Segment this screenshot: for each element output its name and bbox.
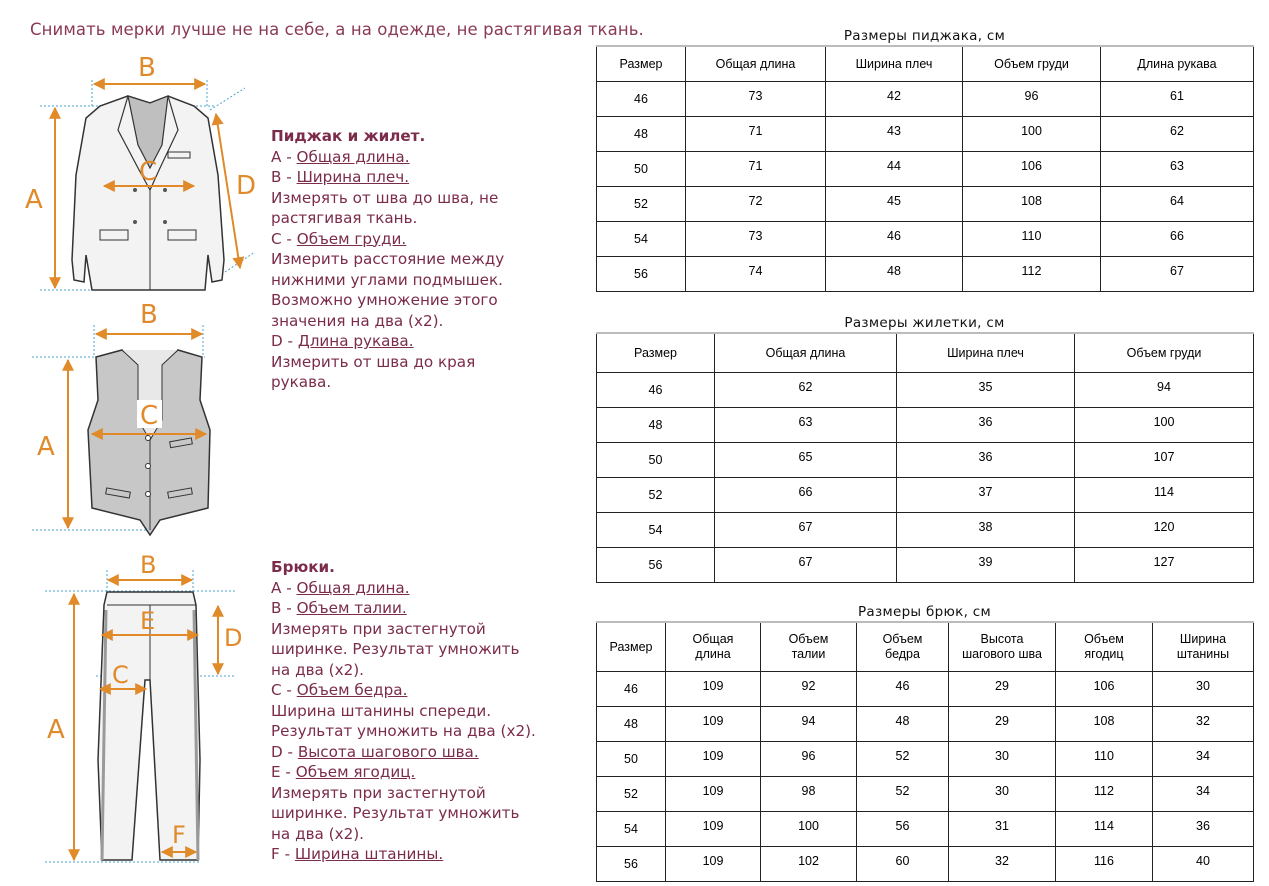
jacket-label-c: C — [139, 157, 158, 187]
table-header-row — [597, 622, 1254, 672]
value-cell: 110 — [1056, 742, 1153, 777]
pants-label-d: D — [224, 624, 243, 652]
value-cell: 39 — [897, 548, 1075, 583]
jacket-c-note-2: нижними углами подмышек. — [271, 270, 503, 289]
header-leg-width: Ширина штанины — [1153, 622, 1254, 672]
table-row — [597, 707, 1254, 742]
header-chest: Объем груди — [963, 46, 1101, 82]
pants-c-prefix: C - — [271, 681, 297, 699]
jacket-b-prefix: B - — [271, 168, 297, 186]
value-cell: 112 — [1056, 777, 1153, 812]
value-cell: 62 — [715, 373, 897, 408]
vest-label-b: B — [140, 300, 158, 330]
value-cell: 52 — [857, 777, 949, 812]
table-row — [597, 152, 1254, 187]
value-cell: 34 — [1153, 742, 1254, 777]
value-cell: 63 — [1101, 152, 1254, 187]
table-row — [597, 373, 1254, 408]
pants-d-prefix: D - — [271, 742, 298, 761]
size-cell: 54 — [597, 513, 715, 548]
value-cell: 42 — [826, 82, 963, 117]
jacket-label-a: A — [25, 185, 43, 215]
vest-table-title: Размеры жилетки, см — [844, 315, 1005, 331]
size-cell: 54 — [597, 222, 686, 257]
value-cell: 110 — [963, 222, 1101, 257]
jacket-vest-description — [271, 126, 504, 393]
pants-description — [271, 557, 536, 865]
pants-desc-title: Брюки. — [271, 558, 335, 576]
value-cell: 48 — [857, 707, 949, 742]
value-cell: 36 — [897, 408, 1075, 443]
header-seat: Объем ягодиц — [1056, 622, 1153, 672]
header-size: Размер — [597, 46, 686, 82]
value-cell: 92 — [761, 672, 857, 707]
pants-e-prefix: E - — [271, 763, 296, 781]
value-cell: 100 — [963, 117, 1101, 152]
value-cell: 29 — [949, 707, 1056, 742]
value-cell: 38 — [897, 513, 1075, 548]
size-cell: 52 — [597, 777, 666, 812]
value-cell: 43 — [826, 117, 963, 152]
value-cell: 36 — [897, 443, 1075, 478]
value-cell: 100 — [761, 812, 857, 847]
size-cell: 52 — [597, 478, 715, 513]
value-cell: 48 — [826, 257, 963, 292]
header-shoulder-width: Ширина плеч — [897, 333, 1075, 373]
value-cell: 30 — [949, 742, 1056, 777]
pants-c-note-1: Ширина штанины спереди. — [271, 701, 492, 720]
header-shoulder-width: Ширина плеч — [826, 46, 963, 82]
size-cell: 46 — [597, 82, 686, 117]
jacket-label-b: B — [138, 53, 156, 83]
pants-label-f: F — [172, 821, 186, 849]
size-cell: 56 — [597, 257, 686, 292]
value-cell: 66 — [715, 478, 897, 513]
value-cell: 67 — [1101, 257, 1254, 292]
value-cell: 109 — [666, 847, 761, 882]
header-size: Размер — [597, 622, 666, 672]
value-cell: 114 — [1056, 812, 1153, 847]
value-cell: 120 — [1075, 513, 1254, 548]
header-inseam: Высота шагового шва — [949, 622, 1056, 672]
size-cell: 56 — [597, 847, 666, 882]
value-cell: 94 — [1075, 373, 1254, 408]
table-row — [597, 478, 1254, 513]
size-cell: 54 — [597, 812, 666, 847]
value-cell: 109 — [666, 812, 761, 847]
header-sleeve-length: Длина рукава — [1101, 46, 1254, 82]
jacket-d-note-2: рукава. — [271, 373, 332, 391]
value-cell: 71 — [686, 152, 826, 187]
value-cell: 73 — [686, 222, 826, 257]
vest-figure — [32, 300, 210, 535]
pants-d-label: Высота шагового шва. — [297, 742, 479, 761]
header-chest: Объем груди — [1075, 333, 1254, 373]
pants-e-note-1: Измерять при застегнутой — [271, 783, 486, 802]
header-total-length: Общая длина — [715, 333, 897, 373]
header-total-length: Общая длина — [666, 622, 761, 672]
value-cell: 35 — [897, 373, 1075, 408]
header-total-length: Общая длина — [686, 46, 826, 82]
jacket-a-label: Общая длина. — [296, 147, 410, 166]
value-cell: 96 — [761, 742, 857, 777]
value-cell: 46 — [826, 222, 963, 257]
pants-f-label: Ширина штанины. — [294, 845, 444, 863]
table-row — [597, 222, 1254, 257]
table-row — [597, 257, 1254, 292]
size-cell: 50 — [597, 742, 666, 777]
size-cell: 48 — [597, 117, 686, 152]
pants-c-label: Объем бедра. — [296, 681, 408, 699]
pants-label-e: E — [140, 607, 156, 635]
table-row — [597, 513, 1254, 548]
jacket-desc-title: Пиджак и жилет. — [271, 127, 426, 145]
vest-size-table — [596, 332, 1254, 583]
value-cell: 62 — [1101, 117, 1254, 152]
pants-e-note-2: ширинке. Результат умножить — [271, 804, 520, 822]
size-cell: 50 — [597, 443, 715, 478]
value-cell: 114 — [1075, 478, 1254, 513]
value-cell: 107 — [1075, 443, 1254, 478]
value-cell: 64 — [1101, 187, 1254, 222]
intro-text: Снимать мерки лучше не на себе, а на одежде, не растягивая ткань. — [30, 20, 644, 39]
table-row — [597, 812, 1254, 847]
value-cell: 52 — [857, 742, 949, 777]
pants-label-b: B — [140, 551, 157, 579]
size-cell: 46 — [597, 672, 666, 707]
value-cell: 108 — [1056, 707, 1153, 742]
value-cell: 30 — [1153, 672, 1254, 707]
pants-a-label: Общая длина. — [296, 578, 410, 597]
jacket-b-label: Ширина плеч. — [296, 168, 410, 186]
pants-b-note-3: на два (x2). — [271, 660, 364, 679]
pants-e-label: Объем ягодиц. — [295, 763, 416, 781]
value-cell: 67 — [715, 548, 897, 583]
size-cell: 48 — [597, 707, 666, 742]
value-cell: 60 — [857, 847, 949, 882]
vest-label-a: A — [37, 432, 55, 462]
table-row — [597, 117, 1254, 152]
value-cell: 31 — [949, 812, 1056, 847]
size-cell: 56 — [597, 548, 715, 583]
value-cell: 46 — [857, 672, 949, 707]
vest-label-c: C — [140, 401, 159, 431]
table-row — [597, 742, 1254, 777]
value-cell: 67 — [715, 513, 897, 548]
jacket-a-prefix: A - — [271, 147, 297, 166]
value-cell: 61 — [1101, 82, 1254, 117]
pants-b-note-1: Измерять при застегнутой — [271, 619, 486, 638]
pants-label-a: A — [47, 715, 65, 745]
header-waist: Объем талии — [761, 622, 857, 672]
jacket-figure — [25, 53, 256, 290]
value-cell: 74 — [686, 257, 826, 292]
jacket-c-prefix: C - — [271, 229, 297, 248]
jacket-c-label: Объем груди. — [296, 229, 407, 248]
value-cell: 72 — [686, 187, 826, 222]
value-cell: 44 — [826, 152, 963, 187]
header-size: Размер — [597, 333, 715, 373]
value-cell: 66 — [1101, 222, 1254, 257]
value-cell: 108 — [963, 187, 1101, 222]
pants-f-prefix: F - — [271, 845, 295, 863]
jacket-b-note-2: растягивая ткань. — [271, 209, 418, 227]
value-cell: 106 — [1056, 672, 1153, 707]
pants-e-note-3: на два (x2). — [271, 824, 364, 843]
jacket-b-note-1: Измерять от шва до шва, не — [271, 188, 499, 207]
value-cell: 96 — [963, 82, 1101, 117]
value-cell: 71 — [686, 117, 826, 152]
value-cell: 36 — [1153, 812, 1254, 847]
value-cell: 32 — [1153, 707, 1254, 742]
table-row — [597, 548, 1254, 583]
pants-b-label: Объем талии. — [296, 599, 407, 617]
jacket-d-label: Длина рукава. — [297, 332, 414, 350]
jacket-c-note-4: значения на два (x2). — [271, 311, 444, 330]
value-cell: 63 — [715, 408, 897, 443]
jacket-table-title: Размеры пиджака, см — [843, 28, 1006, 44]
value-cell: 98 — [761, 777, 857, 812]
jacket-d-note-1: Измерить от шва до края — [271, 352, 476, 371]
table-row — [597, 777, 1254, 812]
value-cell: 109 — [666, 672, 761, 707]
value-cell: 56 — [857, 812, 949, 847]
table-row — [597, 847, 1254, 882]
table-row — [597, 408, 1254, 443]
table-row — [597, 443, 1254, 478]
value-cell: 109 — [666, 707, 761, 742]
value-cell: 34 — [1153, 777, 1254, 812]
jacket-d-prefix: D - — [271, 332, 298, 350]
jacket-c-note-1: Измерить расстояние между — [271, 250, 505, 268]
size-cell: 46 — [597, 373, 715, 408]
value-cell: 94 — [761, 707, 857, 742]
table-header-row — [597, 333, 1254, 373]
jacket-label-d: D — [236, 171, 257, 201]
value-cell: 32 — [949, 847, 1056, 882]
pants-label-c: C — [112, 661, 129, 689]
value-cell: 109 — [666, 742, 761, 777]
pants-table-title: Размеры брюк, см — [857, 604, 991, 620]
jacket-size-table — [596, 45, 1254, 292]
value-cell: 65 — [715, 443, 897, 478]
value-cell: 102 — [761, 847, 857, 882]
value-cell: 106 — [963, 152, 1101, 187]
size-cell: 50 — [597, 152, 686, 187]
value-cell: 116 — [1056, 847, 1153, 882]
pants-b-note-2: ширинке. Результат умножить — [271, 640, 520, 658]
value-cell: 37 — [897, 478, 1075, 513]
pants-c-note-2: Результат умножить на два (x2). — [271, 722, 536, 740]
value-cell: 29 — [949, 672, 1056, 707]
pants-a-prefix: A - — [271, 578, 297, 597]
pants-size-table — [596, 621, 1254, 882]
header-hip: Объем бедра — [857, 622, 949, 672]
value-cell: 45 — [826, 187, 963, 222]
table-header-row — [597, 46, 1254, 82]
pants-b-prefix: B - — [271, 599, 297, 617]
value-cell: 127 — [1075, 548, 1254, 583]
value-cell: 100 — [1075, 408, 1254, 443]
value-cell: 30 — [949, 777, 1056, 812]
table-row — [597, 82, 1254, 117]
value-cell: 73 — [686, 82, 826, 117]
size-cell: 48 — [597, 408, 715, 443]
value-cell: 109 — [666, 777, 761, 812]
size-cell: 52 — [597, 187, 686, 222]
table-row — [597, 672, 1254, 707]
value-cell: 112 — [963, 257, 1101, 292]
jacket-c-note-3: Возможно умножение этого — [271, 291, 498, 309]
table-row — [597, 187, 1254, 222]
value-cell: 40 — [1153, 847, 1254, 882]
